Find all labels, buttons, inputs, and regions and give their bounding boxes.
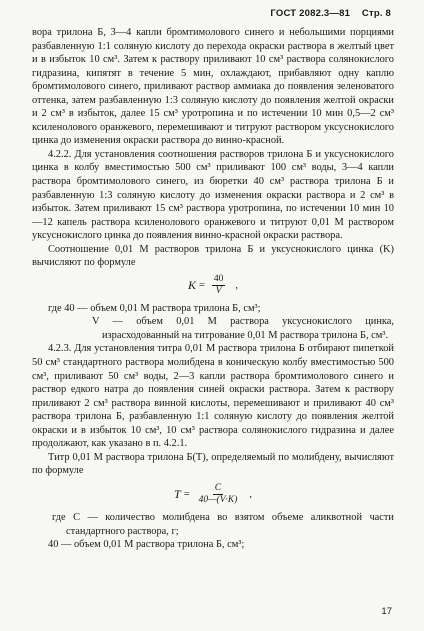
formula-k-denominator: V: [215, 286, 222, 297]
formula-k: [32, 271, 394, 301]
formula-k-lhs: K: [188, 278, 197, 293]
paragraph-titer-intro: Титр 0,01 М раствора трилона Б(T), определяемый по молибдену, вычисляют по формуле: [32, 451, 394, 477]
page-header: [270, 7, 391, 21]
formula-k-comma: ,: [235, 280, 238, 292]
formula-t-denominator: 40—(V·K): [198, 494, 238, 505]
standard-number: ГОСТ 2082.3—81: [270, 8, 351, 19]
paragraph-continuation: вора трилона Б, 3—4 капли бромтимолового синего и небольшими порциями разбавленную 1:1 соляную кислоту до перехода окраски раствора в желтый цвет и в избыток 10 см³. Затем к раствору приливают 10 см³ раствора солянокислого гидразина, кипятят в течение 5 мин, охлаждают, прибавляют одну каплю бромтимолового синего, приливают раствор аммиака до появления зеленоватого оттенка, затем разбавленную 1:3 соляную кислоту до появления желтой окраски и 2 см³ в избыток, далее 15 см³ уротропина и по истечении 10 мин 0,5—2 см³ ксиленолового оранжевого, перемешивают и титруют раствором уксуснокислого цинка до изменения окраски раствора до винно-красной.: [32, 27, 394, 147]
formula-k-equals: =: [199, 280, 205, 292]
formula-t-comma: ,: [249, 488, 252, 500]
formula-k-fraction: [212, 274, 226, 297]
definition-v: V — объем 0,01 М раствора уксуснокислого цинка, израсходованный на титрование 0,01 М раствора трилона Б, см³.: [92, 316, 394, 341]
definition-40-b: 40 — объем 0,01 М раствора трилона Б, см³;: [48, 539, 245, 551]
formula-t-equals: =: [183, 488, 190, 500]
formula-t-numerator: C: [214, 482, 222, 493]
formula-t-lhs: T: [174, 486, 181, 501]
paragraph-4-2-3: 4.2.3. Для установления титра 0,01 М раствора трилона Б отбирают пипеткой 50 см³ стандартного раствора молибдена в коническую колбу вместимостью 500 см³, приливают 50 см³ воды, 2—3 капли раствора бромтимолового синего и раствор едкого натра до появления синей окраски раствора. Затем к раствору приливают 2 см³ раствора винной кислоты, перемешивают и приливают 40 см³ раствора трилона Б, разбавленную 1:1 соляную кислоту до появления желтой окраски и в избыток 10 см³, 10 см³ раствора солянокислого гидразина и далее продолжают, как указано в п. 4.2.1.: [32, 343, 394, 450]
document-body: [32, 26, 394, 552]
formula-t-fraction: [197, 483, 240, 506]
definition-40: где 40 — объем 0,01 М раствора трилона Б, см³;: [48, 302, 261, 314]
definition-c: где C — количество молибдена во взятом объеме аликвотной части стандартного раствора, г;: [52, 511, 394, 537]
paragraph-ratio-intro: Соотношение 0,01 М растворов трилона Б и уксуснокислого цинка (K) вычисляют по формуле: [32, 243, 394, 269]
page-label: Стр. 8: [361, 8, 391, 19]
formula-k-numerator: 40: [213, 274, 224, 285]
page-number: 17: [381, 606, 392, 618]
paragraph-4-2-2: 4.2.2. Для установления соотношения растворов трилона Б и уксуснокислого цинка в колбу вместимостью 500 см³ приливают 100 см³ воды, 3—4 капли раствора бромтимолового синего, из бюретки 40 см³ раствора трилона Б и разбавленную 1:3 соляную кислоту до изменения окраски раствора и 2 см³ в избыток. Затем приливают 15 см³ раствора уротропина, по истечении 10 мин 10—12 капель раствора ксиленолового оранжевого и титруют 0,01 М раствором уксуснокислого цинка до появления винно-красной окраски раствора.: [32, 148, 394, 242]
formula-t: [32, 479, 394, 510]
